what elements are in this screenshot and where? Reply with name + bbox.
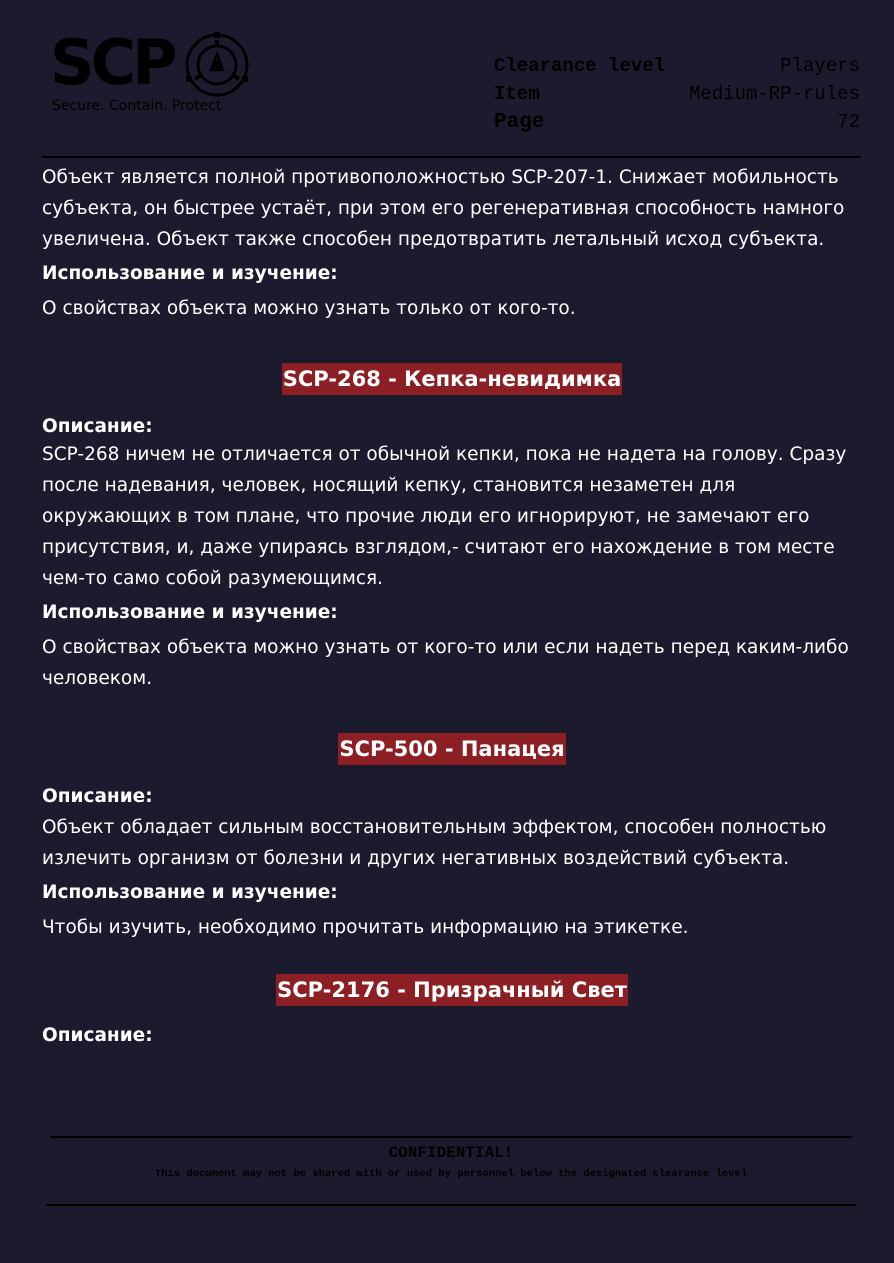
usage-label: Использование и изучение: [42, 263, 338, 284]
meta-row-item [494, 80, 860, 108]
usage-label: Использование и изучение: [42, 602, 338, 623]
confidential-footer [50, 1136, 852, 1180]
scp-seal-icon [184, 32, 250, 98]
meta-row-clearance [494, 52, 860, 80]
footer-divider-bottom [46, 1204, 856, 1206]
usage-text: О свойствах объекта можно узнать только от кого-то. [42, 298, 576, 319]
usage-text: Чтобы изучить, необходимо прочитать информацию на этикетке. [42, 917, 689, 938]
section-description: Объект обладает сильным восстановительным эффектом, способен полностью излечить организм от болезни и других негативных воздействий субъекта. [42, 817, 827, 869]
usage-text: О свойствах объекта можно узнать от кого-то или если надеть перед каким-либо человеком. [42, 637, 849, 689]
section-title: SCP-2176 - Призрачный Свет [276, 974, 628, 1006]
logo-wordmark: SCP [50, 26, 174, 99]
document-header-meta [494, 52, 860, 136]
description-label: Описание: [42, 786, 153, 807]
usage-label: Использование и изучение: [42, 882, 338, 903]
meta-key: Item [494, 83, 540, 105]
footer-divider-top [50, 1136, 852, 1138]
section-title-wrap [42, 363, 862, 395]
logo-tagline: Secure. Contain. Protect [52, 98, 222, 114]
section-title-wrap [42, 974, 862, 1006]
section-description: SCP-268 ничем не отличается от обычной кепки, пока не надета на голову. Сразу после надевания, человек, носящий кепку, становится незаметен для окружающих в том плане, что прочие люди его игнорируют, не замечают его присутствия, и, даже упираясь взглядом,- считают его нахождение в том месте чем-то само собой разумеющимся. [42, 444, 847, 589]
meta-value: Players [780, 55, 860, 77]
meta-key: Page [494, 110, 545, 134]
footer-title: CONFIDENTIAL! [388, 1144, 514, 1162]
section-title: SCP-268 - Кепка-невидимка [282, 363, 623, 395]
description-label: Описание: [42, 1025, 153, 1046]
meta-row-page [494, 108, 860, 136]
meta-key: Clearance level [494, 55, 666, 77]
scp-logo [50, 26, 260, 125]
meta-value: 72 [837, 111, 860, 133]
footer-notice: This document may not be shared with or used by personnel below the designated clearance level [154, 1168, 748, 1180]
section-title-wrap [42, 733, 862, 765]
section-title: SCP-500 - Панацея [338, 733, 565, 765]
meta-value: Medium-RP-rules [688, 83, 860, 105]
document-body [42, 160, 862, 1051]
header-divider [42, 156, 861, 158]
description-label: Описание: [42, 416, 153, 437]
intro-description: Объект является полной противоположностью SCP-207-1. Снижает мобильность субъекта, он быстрее устаёт, при этом его регенеративная способность намного увеличена. Объект также способен предотвратить летальный исход субъекта. [42, 167, 845, 250]
